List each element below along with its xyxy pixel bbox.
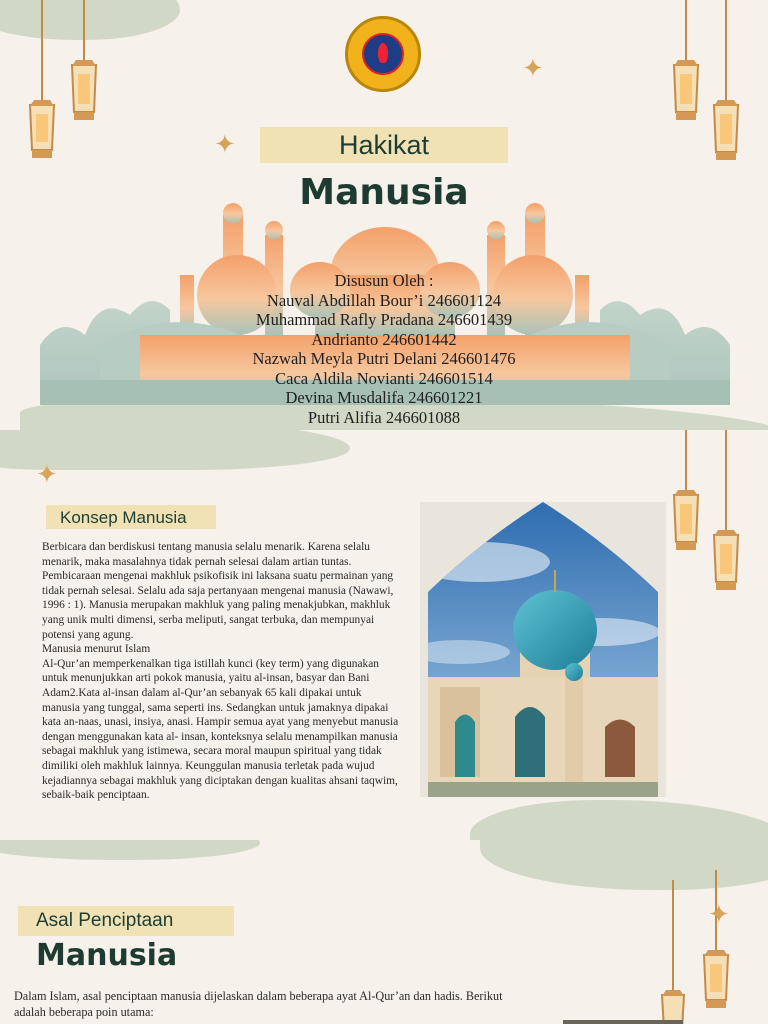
lantern-icon (22, 0, 62, 170)
author-item: Muhammad Rafly Pradana 246601439 (255, 310, 513, 329)
lantern-icon (666, 430, 706, 560)
lantern-icon (698, 870, 734, 1020)
paragraph: Berbicara dan berdiskusi tentang manusia selalu menarik. Karena selalu menarik, maka masalahnya tidak pernah selesai dalam artian tuntas. Pembicaraan mengenai makhluk psikofisik ini laksana suatu permainan yang tidak pernah selesai. Selalu ada saja pertanyaan mengenai manusia (Nawawi, 1996 : 1). Manusia merupakan makhluk yang paling menakjubkan, makhluk yang unik multi dimensi, serba meliputi, sangat terbuka, dan mempunyai potensi yang agung. (42, 541, 394, 641)
sparkle-icon: ✦ (214, 130, 236, 159)
body-text (42, 540, 402, 803)
section-heading-small: Asal Penciptaan (36, 910, 174, 931)
lantern-icon (64, 0, 104, 130)
sparkle-icon: ✦ (522, 54, 544, 83)
author-item: Andrianto 246601442 (311, 329, 457, 349)
author-item: Putri Alifia 246601088 (307, 407, 461, 427)
mosque-photo (420, 502, 666, 797)
author-item: Nazwah Meyla Putri Delani 246601476 (252, 349, 516, 368)
photo-thumbnail (563, 1020, 683, 1024)
logo-emblem (362, 33, 404, 75)
author-item: Devina Musdalifa 246601221 (285, 388, 483, 407)
author-item: Caca Aldila Novianti 246601514 (275, 368, 493, 388)
lantern-icon (666, 0, 706, 130)
lantern-icon (706, 0, 746, 170)
sparkle-icon: ✦ (708, 900, 730, 929)
asal-page (0, 840, 768, 1024)
cover-title-line1: Hakikat (338, 130, 430, 160)
cover-title-line2: Manusia (299, 172, 469, 213)
paragraph-subheading: Manusia menurut Islam (42, 643, 151, 656)
mosque-photo-image (420, 502, 666, 797)
paragraph: Al-Qur’an memperkenalkan tiga istillah kunci (key term) yang digunakan untuk menunjukkan arti pokok manusia, yaitu al-insan, basyar dan Bani Adam2.Kata al-insan dalam al-Qur’an sebanyak 65 kali dipakai untuk manusia yang tunggal, sama seperti ins. Sedangkan untuk jamaknya dipakai kata an-naas, unasi, insiya, anasi. Hampir semua ayat yang menyebut manusia dengan menggunakan kata al- insan, konteksnya selalu menampilkan manusia sebagai makhluk yang istimewa, secara moral maupun spiritual yang tidak dimiliki oleh makhluk lainnya. Keunggulan manusia terletak pada wujud kejadiannya sebagai makhluk yang diciptakan dengan kualitas ahsani taqwim, sebaik-baik penciptaan. (42, 657, 399, 802)
decorative-wash (470, 800, 768, 840)
intro-text: Dalam Islam, asal penciptaan manusia dijelaskan dalam beberapa ayat Al-Qur’an dan hadis. Berikut adalah beberapa poin utama: (14, 989, 503, 1019)
sparkle-icon: ✦ (36, 460, 58, 489)
prepared-by-label: Disusun Oleh : (334, 271, 434, 290)
decorative-wash (0, 840, 260, 860)
lantern-icon (656, 880, 690, 1024)
cover-page (0, 0, 768, 430)
author-list (180, 271, 588, 427)
lantern-icon (706, 430, 746, 600)
college-logo (345, 16, 421, 92)
author-item: Nauval Abdillah Bour’i 246601124 (266, 290, 502, 310)
section-heading-big: Manusia (36, 938, 178, 973)
section-heading: Konsep Manusia (60, 508, 187, 527)
